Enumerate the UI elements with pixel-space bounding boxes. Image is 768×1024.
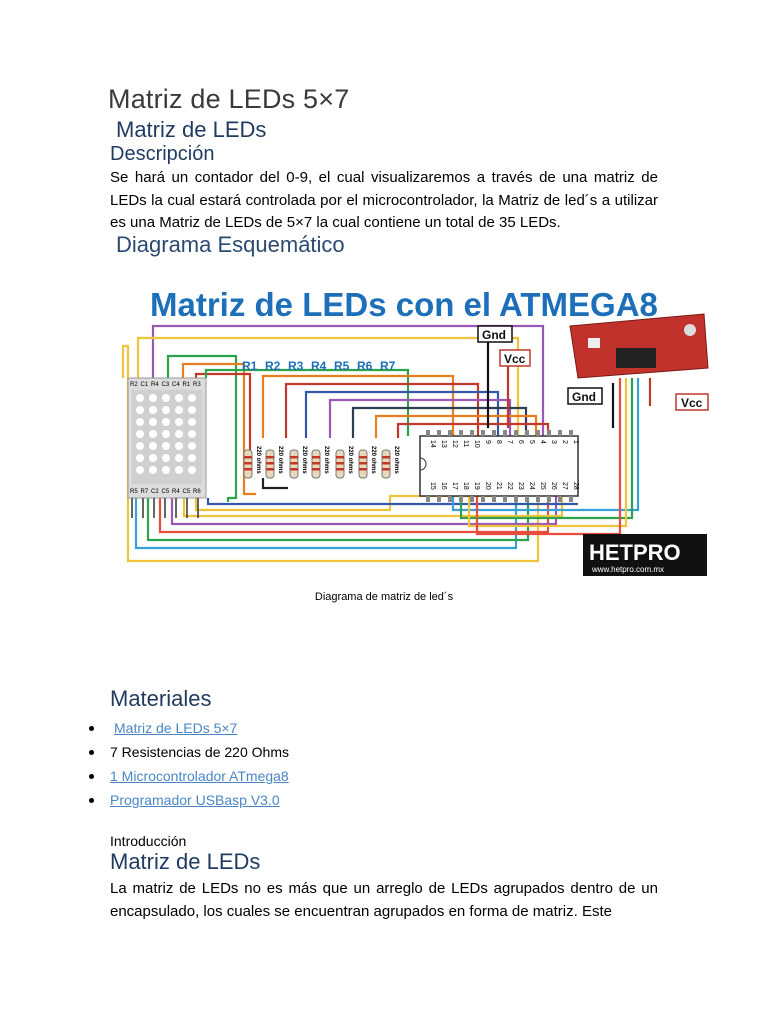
chip-pin-number: 28: [572, 482, 579, 490]
material-link-microcontrolador[interactable]: 1 Microcontrolador ATmega8: [110, 768, 289, 784]
resistor-band: [244, 468, 252, 471]
chip-pin-number: 3: [550, 440, 557, 444]
chip-pin: [525, 496, 529, 502]
vcc-label-2: Vcc: [681, 396, 703, 410]
intro-paragraph: La matriz de LEDs no es más que un arreglo de LEDs agrupados dentro de un encapsulado, los cuales se encuentran agrupados en forma de matriz. Este: [110, 880, 658, 920]
section-heading-matriz: Matriz de LEDs: [116, 117, 267, 142]
resistor-value-label: 220 ohms: [347, 446, 353, 474]
chip-pin: [459, 496, 463, 502]
matrix-pin-label: R4: [172, 489, 180, 495]
section-heading-descripcion: Descripción: [110, 143, 215, 165]
chip-pin: [569, 496, 573, 502]
chip-pin: [503, 430, 507, 436]
section-heading-diagrama: Diagrama Esquemático: [116, 232, 345, 257]
resistor-band: [290, 462, 298, 465]
chip-pin: [448, 496, 452, 502]
resistor-band: [312, 468, 320, 471]
chip-pin-number: 1: [572, 440, 579, 444]
chip-pin: [514, 430, 518, 436]
resistor-label: R3: [288, 359, 304, 373]
material-link-programador[interactable]: Programador USBasp V3.0: [110, 792, 280, 808]
chip-pin: [481, 430, 485, 436]
resistor-band: [312, 456, 320, 459]
chip-pin-number: 5: [528, 440, 535, 444]
chip-pin-number: 12: [451, 440, 458, 448]
matrix-pin-label: C2: [151, 489, 159, 495]
hetpro-logo: [583, 534, 707, 576]
chip-pin-number: 7: [506, 440, 513, 444]
resistor-label: R5: [334, 359, 350, 373]
matrix-pin-label: C3: [161, 382, 170, 388]
chip-pin-number: 18: [462, 482, 469, 490]
chip-pin: [558, 430, 562, 436]
chip-pin: [437, 430, 441, 436]
matrix-pin-label: R3: [193, 382, 201, 388]
resistor-value-label: 220 ohms: [370, 446, 376, 474]
chip-pin: [426, 430, 430, 436]
resistor-value-label: 220 ohms: [255, 446, 261, 474]
matrix-pin-label: R6: [193, 489, 201, 495]
resistor-band: [290, 468, 298, 471]
chip-pin: [481, 496, 485, 502]
chip-pin-number: 25: [539, 482, 546, 490]
resistor-band: [336, 468, 344, 471]
resistor-label: R4: [311, 359, 327, 373]
chip-pin-number: 10: [473, 440, 480, 448]
description-paragraph: Se hará un contador del 0-9, el cual visualizaremos a través de una matriz de LEDs la cual estará controlada por el microcontrolador, la Matriz de led´s a utilizar es una Matriz de LEDs de 5×7 la cual contiene un total de 35 LEDs.: [110, 169, 658, 231]
chip-pin-number: 2: [561, 440, 568, 444]
list-item[interactable]: [88, 716, 289, 740]
resistor-value-label: 220 ohms: [301, 446, 307, 474]
resistor-band: [359, 462, 367, 465]
list-item: [88, 740, 289, 764]
chip-pin: [569, 430, 573, 436]
chip-pin: [470, 496, 474, 502]
matrix-pin-label: R7: [140, 489, 149, 495]
resistor-label: R2: [265, 359, 281, 373]
section-heading-materiales: Materiales: [110, 686, 212, 711]
chip-pin: [459, 430, 463, 436]
resistor-label: R1: [242, 359, 258, 373]
chip-pin: [503, 496, 507, 502]
chip-pin-number: 9: [484, 440, 491, 444]
chip-pin-number: 11: [462, 440, 469, 448]
chip-pin: [536, 496, 540, 502]
chip-pin: [547, 430, 551, 436]
matrix-pin-label: C4: [172, 382, 180, 388]
resistor-band: [382, 468, 390, 471]
chip-pin-number: 14: [429, 440, 436, 448]
resistor-label: R6: [357, 359, 373, 373]
resistor-band: [244, 456, 252, 459]
intro-label: Introducción: [110, 833, 187, 849]
resistor-value-label: 220 ohms: [323, 446, 329, 474]
chip-pin-number: 23: [517, 482, 524, 490]
chip-pin: [492, 496, 496, 502]
diagram-banner: Matriz de LEDs con el ATMEGA8: [150, 286, 658, 323]
chip-pin-number: 27: [561, 482, 568, 490]
list-item[interactable]: [88, 788, 289, 812]
resistor-band: [336, 462, 344, 465]
resistor-band: [266, 462, 274, 465]
resistor-value-label: 220 ohms: [277, 446, 283, 474]
matrix-pin-label: C1: [140, 382, 149, 388]
matrix-pin-label: C5: [182, 489, 191, 495]
chip-pin-number: 19: [473, 482, 480, 490]
chip-pin-number: 15: [429, 482, 436, 490]
resistor-band: [244, 462, 252, 465]
chip-pin: [525, 430, 529, 436]
chip-pin: [547, 496, 551, 502]
chip-pin: [514, 496, 518, 502]
resistor-band: [266, 456, 274, 459]
svg-text:www.hetpro.com.mx: www.hetpro.com.mx: [592, 565, 665, 574]
chip-pin-number: 6: [517, 440, 524, 444]
svg-text:HETPRO: HETPRO: [589, 540, 681, 565]
matrix-pin-label: R4: [151, 382, 159, 388]
chip-pin-number: 17: [451, 482, 458, 490]
list-item[interactable]: [88, 764, 289, 788]
chip-pin-number: 8: [495, 440, 502, 444]
matrix-pin-label: R2: [130, 382, 138, 388]
resistor-value-label: 220 ohms: [393, 446, 399, 474]
matrix-pin-label: C5: [161, 489, 170, 495]
resistor-band: [359, 456, 367, 459]
chip-pin: [437, 496, 441, 502]
matrix-pin-label: R1: [182, 382, 191, 388]
vcc-label-1: Vcc: [504, 352, 526, 366]
resistor-label: R7: [380, 359, 396, 373]
resistor-band: [382, 456, 390, 459]
materials-list: [88, 716, 289, 812]
chip-pin-number: 26: [550, 482, 557, 490]
gnd-label-1: Gnd: [482, 328, 506, 342]
chip-pin-number: 20: [484, 482, 491, 490]
chip-pin: [558, 496, 562, 502]
chip-pin-number: 4: [539, 440, 546, 444]
material-link-matriz[interactable]: Matriz de LEDs 5×7: [114, 720, 238, 736]
chip-pin: [536, 430, 540, 436]
chip-pin: [426, 496, 430, 502]
matrix-pin-label: R5: [130, 489, 138, 495]
schematic-diagram: [108, 278, 712, 588]
atmega8-chip: [420, 430, 579, 502]
page-title: Matriz de LEDs 5×7: [108, 84, 350, 114]
chip-pin-number: 21: [495, 482, 502, 490]
resistor-band: [312, 462, 320, 465]
led-matrix: [128, 378, 206, 518]
resistor-band: [359, 468, 367, 471]
chip-pin-number: 24: [528, 482, 535, 490]
resistor-band: [266, 468, 274, 471]
material-text-resistencias: 7 Resistencias de 220 Ohms: [110, 744, 289, 760]
resistor-band: [336, 456, 344, 459]
chip-pin: [492, 430, 496, 436]
figure-caption: Diagrama de matriz de led´s: [314, 591, 454, 603]
resistor-band: [290, 456, 298, 459]
chip-pin-number: 13: [440, 440, 447, 448]
chip-pin: [448, 430, 452, 436]
resistor-band: [382, 462, 390, 465]
chip-pin-number: 16: [440, 482, 447, 490]
chip-pin: [470, 430, 474, 436]
section-heading-intro: Matriz de LEDs: [110, 849, 261, 874]
chip-pin-number: 22: [506, 482, 513, 490]
gnd-label-2: Gnd: [572, 390, 596, 404]
